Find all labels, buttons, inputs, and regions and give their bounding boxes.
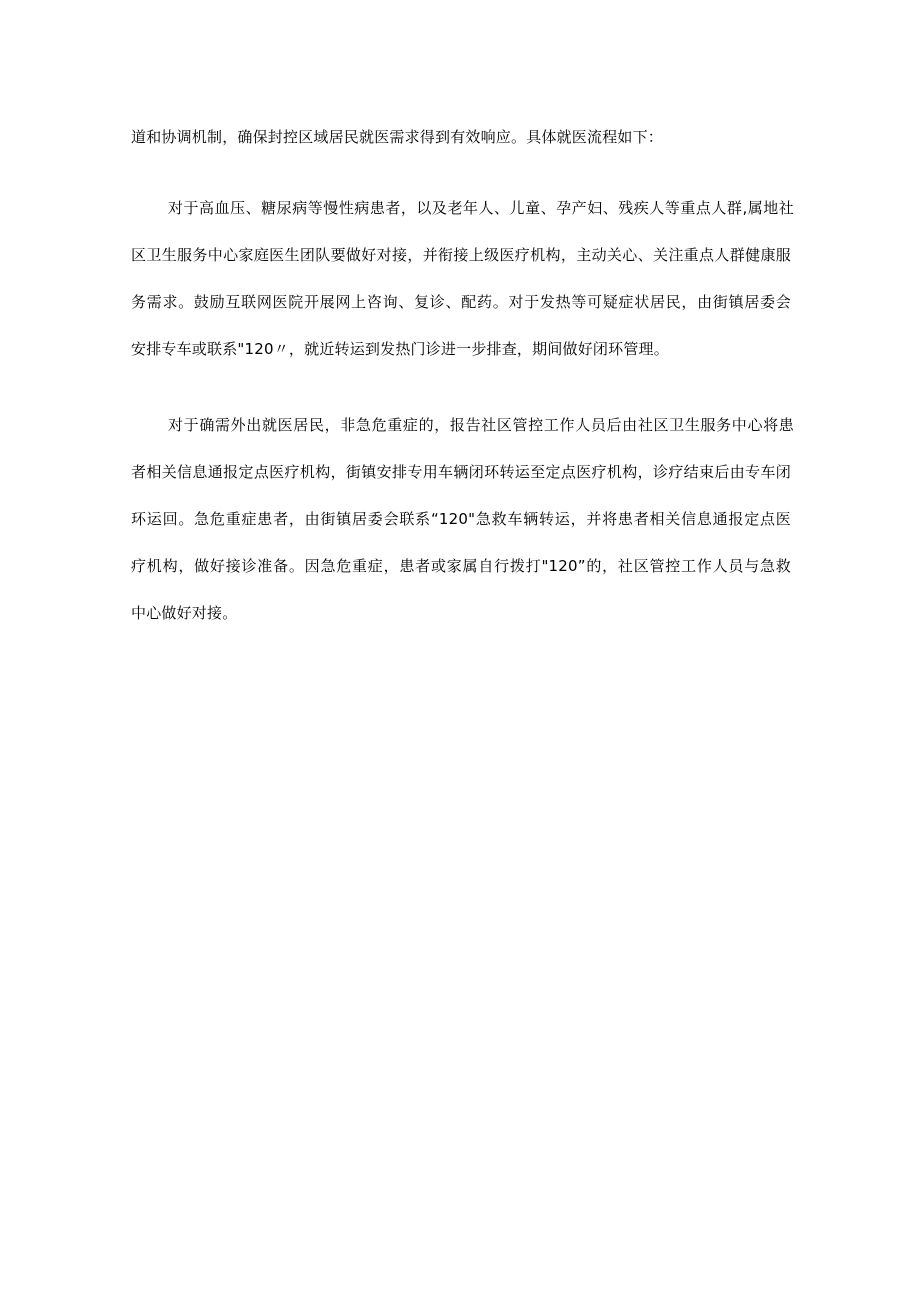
paragraph-line: 者相关信息通报定点医疗机构，街镇安排专用车辆闭环转运至定点医疗机构，诊疗结束后由专车闭	[131, 463, 791, 481]
paragraph-line: 安排专车或联系"120〃，就近转运到发热门诊进一步排查，期间做好闭环管理。	[131, 340, 669, 358]
paragraph-line: 区卫生服务中心家庭医生团队要做好对接，并衔接上级医疗机构，主动关心、关注重点人群健康服	[131, 246, 791, 264]
paragraph-line: 对于确需外出就医居民，非急危重症的，报告社区管控工作人员后由社区卫生服务中心将患	[168, 416, 794, 434]
paragraph-line: 道和协调机制，确保封控区域居民就医需求得到有效响应。具体就医流程如下：	[131, 128, 664, 146]
paragraph-line: 环运回。急危重症患者，由街镇居委会联系“120"急救车辆转运，并将患者相关信息通报定点医	[131, 510, 791, 528]
paragraph-line: 对于高血压、糖尿病等慢性病患者，以及老年人、儿童、孕产妇、残疾人等重点人群,属地社	[168, 199, 794, 217]
paragraph-line: 务需求。鼓励互联网医院开展网上咨询、复诊、配药。对于发热等可疑症状居民，由街镇居委会	[131, 293, 791, 311]
paragraph-line: 疗机构，做好接诊准备。因急危重症，患者或家属自行拨打"120”的，社区管控工作人员与急救	[131, 557, 791, 575]
paragraph-line: 中心做好对接。	[131, 604, 238, 622]
